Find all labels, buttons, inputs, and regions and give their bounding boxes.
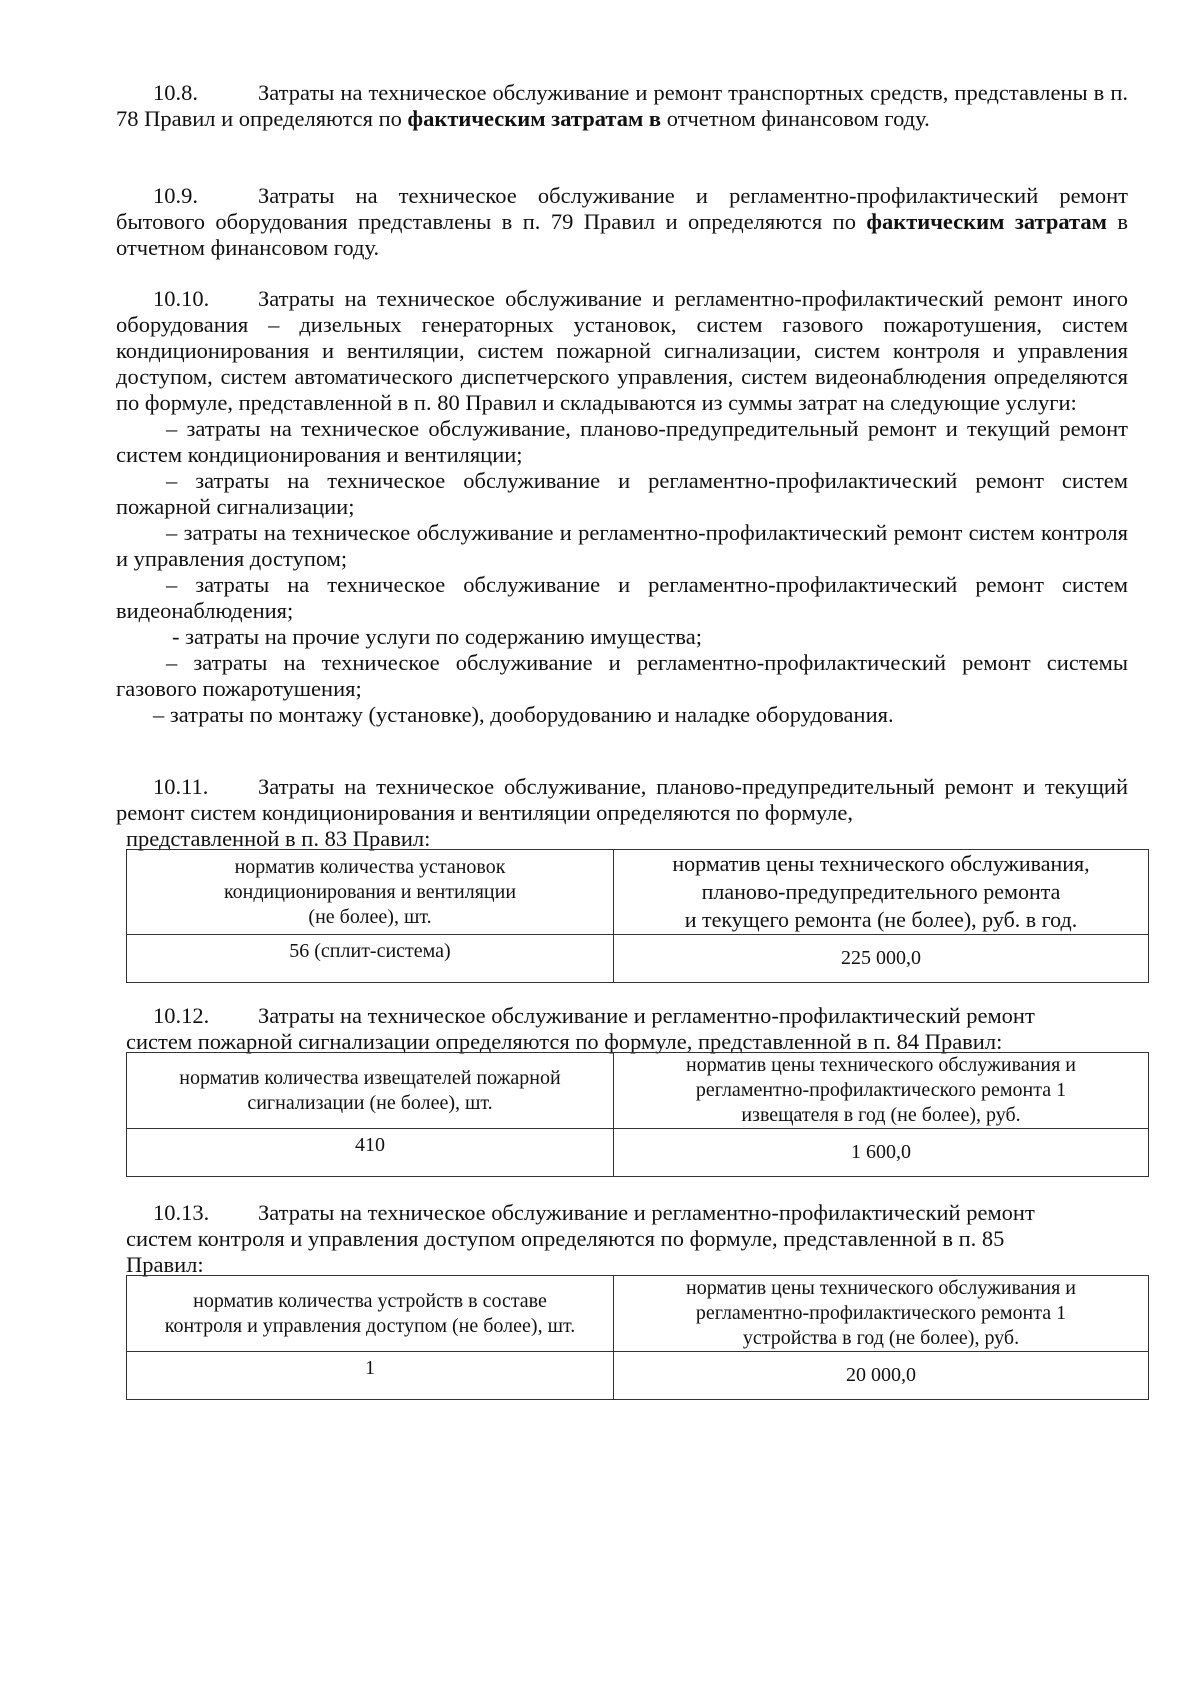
paragraph bbox=[116, 1003, 1128, 1029]
header-line: кондиционирования и вентиляции bbox=[223, 880, 517, 903]
paragraph-text: Затраты на техническое обслуживание и ремонт транспортных средств, представлены в п. 78 Правил и определяются по bbox=[116, 80, 1128, 131]
table-cell: 225 000,0 bbox=[614, 935, 1149, 983]
section-10-8 bbox=[116, 80, 1128, 132]
norms-table bbox=[126, 1052, 1149, 1177]
header-line: (не более), шт. bbox=[308, 905, 432, 928]
header-line: норматив цены технического обслуживания и bbox=[685, 1054, 1077, 1076]
table-header-cell bbox=[614, 1276, 1149, 1352]
table-header-row bbox=[127, 850, 1149, 935]
paragraph-text: Затраты на техническое обслуживание и регламентно-профилактический ремонт bbox=[258, 1200, 1035, 1225]
header-line: регламентно-профилактического ремонта 1 bbox=[695, 1079, 1067, 1101]
header-line: планово-предупредительного ремонта bbox=[701, 879, 1061, 904]
table-header-cell bbox=[127, 1053, 614, 1129]
table-header-cell bbox=[127, 1276, 614, 1352]
table-header-cell bbox=[614, 1053, 1149, 1129]
header-line: норматив цены технического обслуживания, bbox=[672, 851, 1090, 876]
list-item: – затраты по монтажу (установке), дооборудованию и наладке оборудования. bbox=[153, 702, 894, 727]
paragraph bbox=[116, 80, 1128, 132]
section-10-13 bbox=[116, 1200, 1128, 1226]
table-header-row bbox=[127, 1276, 1149, 1352]
table-row bbox=[127, 1352, 1149, 1400]
header-line: норматив количества извещателей пожарной bbox=[179, 1066, 561, 1089]
list-item: – затраты на техническое обслуживание и регламентно-профилактический ремонт системы газового пожаротушения; bbox=[116, 650, 1128, 701]
paragraph-text: Затраты на техническое обслуживание, планово-предупредительный ремонт и текущий ремонт систем кондиционирования и вентиляции определяются по формуле, bbox=[116, 774, 1128, 825]
table-header-row bbox=[127, 1053, 1149, 1129]
section-number: 10.12. bbox=[153, 1003, 210, 1028]
list-item: – затраты на техническое обслуживание и регламентно-профилактический ремонт систем контроля и управления доступом; bbox=[116, 520, 1128, 571]
table-row bbox=[127, 1129, 1149, 1177]
table-cell: 410 bbox=[127, 1129, 614, 1177]
paragraph bbox=[116, 774, 1128, 826]
section-number: 10.11. bbox=[153, 774, 209, 799]
section-number: 10.8. bbox=[153, 80, 198, 105]
section-10-9 bbox=[116, 183, 1128, 261]
bold-text: фактическим затратам в bbox=[407, 106, 662, 131]
section-10-10 bbox=[116, 286, 1128, 728]
paragraph bbox=[116, 1200, 1128, 1226]
list-item: - затраты на прочие услуги по содержанию имущества; bbox=[172, 624, 702, 649]
paragraph-text: Затраты на техническое обслуживание и регламентно-профилактический ремонт иного оборудования – дизельных генераторных установок, систем газового пожаротушения, систем кондиционирования и вентиляции, систем пожарной сигнализации, систем контроля и управления доступом, систем автоматического диспетчерского управления, систем видеонаблюдения определяются по формуле, представленной в п. 80 Правил и складываются из суммы затрат на следующие услуги: bbox=[116, 286, 1128, 415]
table-cell: 1 600,0 bbox=[614, 1129, 1149, 1177]
paragraph-text: отчетном финансовом году. bbox=[661, 106, 930, 131]
table-cell: 56 (сплит-система) bbox=[127, 935, 614, 983]
header-line: норматив количества установок bbox=[234, 855, 506, 878]
paragraph bbox=[116, 183, 1128, 261]
paragraph-text: Затраты на техническое обслуживание и регламентно-профилактический ремонт бытового оборудования представлены в п. 79 Правил и определяются по bbox=[116, 183, 1128, 234]
table-cell: 20 000,0 bbox=[614, 1352, 1149, 1400]
header-line: и текущего ремонта (не более), руб. в год. bbox=[684, 907, 1078, 932]
section-number: 10.10. bbox=[153, 286, 210, 311]
section-10-11 bbox=[116, 774, 1128, 826]
paragraph-text: в отчетном финансовом году. bbox=[116, 209, 1129, 260]
header-line: норматив количества устройств в составе bbox=[193, 1289, 547, 1312]
section-10-12 bbox=[116, 1003, 1128, 1029]
paragraph bbox=[116, 286, 1128, 416]
paragraph-tail: представленной в п. 83 Правил: bbox=[126, 826, 431, 851]
bold-text: фактическим затратам bbox=[866, 209, 1107, 234]
norms-table bbox=[126, 849, 1149, 983]
section-number: 10.9. bbox=[153, 183, 198, 208]
list-item: – затраты на техническое обслуживание, планово-предупредительный ремонт и текущий ремонт систем кондиционирования и вентиляции; bbox=[116, 416, 1128, 467]
header-line: норматив цены технического обслуживания и bbox=[685, 1277, 1077, 1299]
header-line: устройства в год (не более), руб. bbox=[742, 1327, 1020, 1349]
paragraph-tail: систем пожарной сигнализации определяются по формуле, представленной в п. 84 Правил: bbox=[126, 1029, 1003, 1054]
list-item: – затраты на техническое обслуживание и регламентно-профилактический ремонт систем пожарной сигнализации; bbox=[116, 468, 1128, 519]
paragraph-line: систем контроля и управления доступом определяются по формуле, представленной в п. 85 bbox=[126, 1226, 1005, 1251]
list-item: – затраты на техническое обслуживание и регламентно-профилактический ремонт систем видеонаблюдения; bbox=[116, 572, 1128, 623]
table-row bbox=[127, 935, 1149, 983]
section-number: 10.13. bbox=[153, 1200, 210, 1225]
table-cell: 1 bbox=[127, 1352, 614, 1400]
table-header-cell bbox=[614, 850, 1149, 935]
table-header-cell bbox=[127, 850, 614, 935]
paragraph-text: Затраты на техническое обслуживание и регламентно-профилактический ремонт bbox=[258, 1003, 1035, 1028]
header-line: регламентно-профилактического ремонта 1 bbox=[695, 1302, 1067, 1324]
norms-table bbox=[126, 1275, 1149, 1400]
paragraph-tail: Правил: bbox=[126, 1252, 204, 1277]
header-line: контроля и управления доступом (не более), шт. bbox=[164, 1314, 576, 1337]
header-line: извещателя в год (не более), руб. bbox=[741, 1104, 1021, 1126]
header-line: сигнализации (не более), шт. bbox=[247, 1091, 493, 1114]
